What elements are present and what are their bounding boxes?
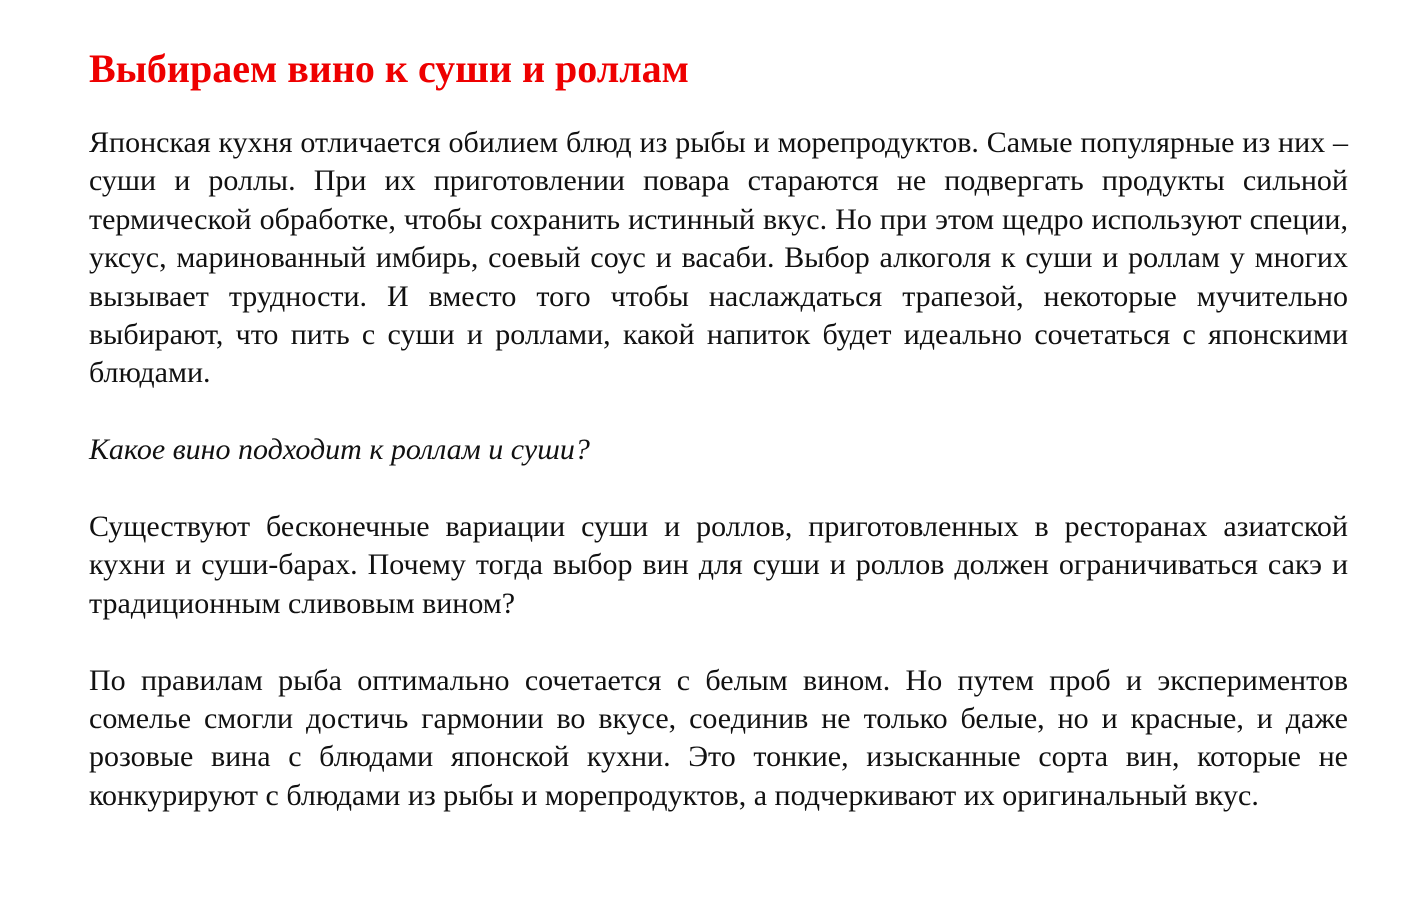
paragraph-gap [89,623,1348,661]
article-page [89,38,1348,815]
paragraph-variations: Существуют бесконечные вариации суши и роллов, приготовленных в ресторанах азиатской кухни и суши-барах. Почему тогда выбор вин для суши и роллов должен ограничиваться сакэ и традиционным сливовым вином? [89,510,1348,620]
article-title: Выбираем вино к суши и роллам [89,46,689,91]
paragraph-gap [89,393,1348,431]
section-subheading: Какое вино подходит к роллам и суши? [89,433,590,467]
paragraph-gap [89,470,1348,508]
paragraph-pairing-rules: По правилам рыба оптимально сочетается с белым вином. Но путем проб и экспериментов сомелье смогли достичь гармонии во вкусе, соединив не только белые, но и красные, и даже розовые вина с блюдами японской кухни. Это тонкие, изысканные сорта вин, которые не конкурируют с блюдами из рыбы и морепродуктов, а подчеркивают их оригинальный вкус. [89,663,1348,812]
title-gap [89,100,1348,124]
paragraph-intro: Японская кухня отличается обилием блюд из рыбы и морепродуктов. Самые популярные из них – суши и роллы. При их приготовлении повара стараются не подвергать продукты сильной термической обработке, чтобы сохранить истинный вкус. Но при этом щедро используют специи, уксус, маринованный имбирь, соевый соус и васаби. Выбор алкоголя к суши и роллам у многих вызывает трудности. И вместо того чтобы наслаждаться трапезой, некоторые мучительно выбирают, что пить с суши и роллами, какой напиток будет идеально сочетаться с японскими блюдами. [89,126,1348,390]
